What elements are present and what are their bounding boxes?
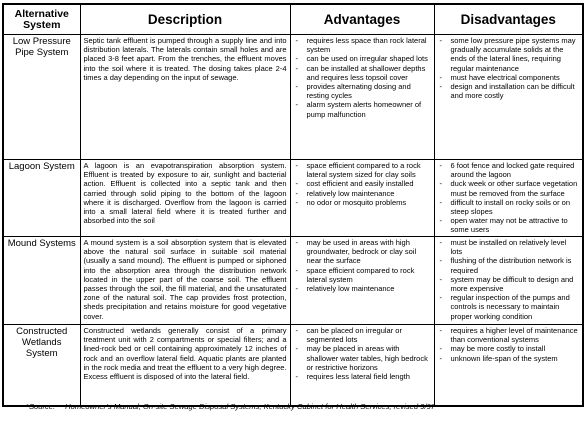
advantages-list <box>294 238 431 293</box>
description-cell: A mound system is a soil absorption system that is elevated above the natural soil surface in suitable soil material (usually a sand mound). The effluent is pumped or siphoned into the absorption area through the distribution network located in the upper part of the coarse soil. The effluent passes through the soil, the fill material, and the unsaturated zone of the natural soil. The cap provides frost protection, sheds precipitation and retains moisture for good vegetative cover. <box>80 237 290 325</box>
comparison-table <box>2 3 584 407</box>
table-row <box>3 35 583 160</box>
description-cell: Septic tank effluent is pumped through a supply line and into distribution laterals. The laterals contain small holes and are placed 3-8 feet apart. From the trenches, the effluent moves into the soil where it is treated. The dosing takes place 2-4 times a day depending on the input of sewage. <box>80 35 290 160</box>
header-advantages: Advantages <box>290 4 434 35</box>
description-cell: A lagoon is an evapotranspiration absorption system. Effluent is treated by exposure to air, sunlight and bacterial action. Effluent is collected into a septic tank and then carried through solid piping to the bottom of the lagoon where it is discharged. Overflow from the lagoon is carried into a small lateral field where it is treated further and absorbed into the soil <box>80 160 290 237</box>
table-row <box>3 325 583 407</box>
list-item: - must be installed on relatively level lots <box>438 238 580 256</box>
list-item: - can be installed at shallower depths and requires less topsoil cover <box>294 64 431 82</box>
list-item: - must have electrical components <box>438 73 580 82</box>
list-item: - flushing of the distribution network is required <box>438 256 580 274</box>
list-item: - requires a higher level of maintenance than conventional systems <box>438 326 580 344</box>
system-name: Lagoon System <box>3 160 80 237</box>
disadvantages-list <box>438 238 580 321</box>
system-name: Low Pressure Pipe System <box>3 35 80 160</box>
source-citation: Homeowner’s Manual, On-site Sewage Disposal Systems, Kentucky Cabinet for Health Services, revised 9/97 <box>65 402 436 411</box>
list-item: - space efficient compared to rock lateral system <box>294 266 431 284</box>
advantages-cell <box>290 325 434 407</box>
advantages-list <box>294 36 431 119</box>
list-item: - system may be difficult to design and more expensive <box>438 275 580 293</box>
system-name: Constructed Wetlands System <box>3 325 80 407</box>
list-item: - can be placed on irregular or segmented lots <box>294 326 431 344</box>
list-item: - no odor or mosquito problems <box>294 198 431 207</box>
disadvantages-list <box>438 161 580 235</box>
list-item: - regular inspection of the pumps and controls is necessary to maintain proper working condition <box>438 293 580 321</box>
list-item: - open water may not be attractive to some users <box>438 216 580 234</box>
list-item: - relatively low maintenance <box>294 284 431 293</box>
list-item: - 6 foot fence and locked gate required around the lagoon <box>438 161 580 179</box>
disadvantages-list <box>438 36 580 100</box>
list-item: - design and installation can be difficult and more costly <box>438 82 580 100</box>
disadvantages-cell <box>434 325 583 407</box>
list-item: - alarm system alerts homeowner of pump malfunction <box>294 100 431 118</box>
list-item: - may be placed in areas with shallower water tables, high bedrock or restrictive horizons <box>294 344 431 372</box>
list-item: - provides alternating dosing and resting cycles <box>294 82 431 100</box>
list-item: - relatively low maintenance <box>294 189 431 198</box>
table-row <box>3 237 583 325</box>
header-description: Description <box>80 4 290 35</box>
list-item: - difficult to install on rocky soils or on steep slopes <box>438 198 580 216</box>
advantages-cell <box>290 237 434 325</box>
table-row <box>3 160 583 237</box>
advantages-cell <box>290 160 434 237</box>
list-item: - space efficient compared to a rock lateral system sized for clay soils <box>294 161 431 179</box>
list-item: - cost efficient and easily installed <box>294 179 431 188</box>
description-cell: Constructed wetlands generally consist of a primary treatment unit with 2 compartments or special filters; and a lined-rock bed or cell containing approximately 12 inches of rock and an overflow lateral field. Aquatic plants are planted in the rock media and treat the effluent to a very high degree. Excess effluent is disposed of into the lateral field. <box>80 325 290 407</box>
disadvantages-list <box>438 326 580 363</box>
list-item: - duck week or other surface vegetation must be removed from the surface <box>438 179 580 197</box>
advantages-list <box>294 326 431 381</box>
disadvantages-cell <box>434 237 583 325</box>
list-item: - can be used on irregular shaped lots <box>294 54 431 63</box>
disadvantages-cell <box>434 160 583 237</box>
list-item: - requires less lateral field length <box>294 372 431 381</box>
source-label: *Source: <box>26 402 56 411</box>
system-name: Mound Systems <box>3 237 80 325</box>
list-item: - may be more costly to install <box>438 344 580 353</box>
advantages-list <box>294 161 431 207</box>
list-item: - unknown life-span of the system <box>438 354 580 363</box>
header-alternative-system: Alternative System <box>3 4 80 35</box>
advantages-cell <box>290 35 434 160</box>
source-note <box>26 402 435 411</box>
list-item: - requires less space than rock lateral system <box>294 36 431 54</box>
list-item: - may be used in areas with high groundwater, bedrock or clay soil near the surface <box>294 238 431 266</box>
list-item: - some low pressure pipe systems may gradually accumulate solids at the ends of the lateral lines, requiring regular maintenance <box>438 36 580 73</box>
disadvantages-cell <box>434 35 583 160</box>
header-disadvantages: Disadvantages <box>434 4 583 35</box>
header-row <box>3 4 583 35</box>
